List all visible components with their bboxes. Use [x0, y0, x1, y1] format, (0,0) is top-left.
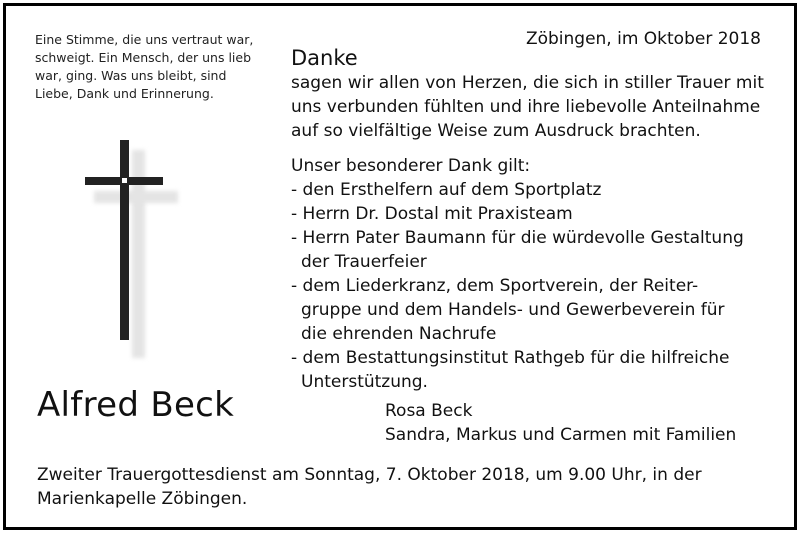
- intro-line: auf so vielfältige Weise zum Ausdruck brachten.: [291, 121, 701, 141]
- thanks-item-text: - Herrn Pater Baumann für die würdevolle Gestaltung: [291, 228, 744, 248]
- thanks-text: [291, 45, 771, 394]
- intro-line: sagen wir allen von Herzen, die sich in stiller Trauer mit: [291, 73, 764, 93]
- signature-line: Sandra, Markus und Carmen mit Familien: [385, 425, 737, 445]
- intro-line: uns verbunden fühlten und ihre liebevolle Anteilnahme: [291, 97, 761, 117]
- deceased-name: Alfred Beck: [37, 385, 235, 425]
- verse-line: war, ging. Was uns bleibt, sind: [35, 68, 227, 83]
- place-date: Zöbingen, im Oktober 2018: [525, 29, 761, 49]
- thanks-list-item: [291, 202, 771, 226]
- thanks-item-text: Unterstützung.: [301, 372, 428, 392]
- signatures: [385, 399, 736, 447]
- thanks-item-text: der Trauerfeier: [301, 252, 427, 272]
- thanks-item-text: - den Ersthelfern auf dem Sportplatz: [291, 180, 602, 200]
- cross-center: [122, 178, 127, 183]
- thanks-item-text: - dem Bestattungsinstitut Rathgeb für die hilfreiche: [291, 348, 730, 368]
- verse-line: Eine Stimme, die uns vertraut war,: [35, 32, 254, 47]
- service-line: Zweiter Trauergottesdienst am Sonntag, 7. Oktober 2018, um 9.00 Uhr, in der: [37, 465, 702, 485]
- special-thanks-heading: Unser besonderer Dank gilt:: [291, 156, 531, 176]
- cross-vertical-beam: [120, 140, 129, 340]
- service-notice: [37, 463, 777, 511]
- thanks-item-text: - Herrn Dr. Dostal mit Praxisteam: [291, 204, 573, 224]
- thanks-list-item: [291, 274, 771, 346]
- verse-line: Liebe, Dank und Erinnerung.: [35, 86, 214, 101]
- service-line: Marienkapelle Zöbingen.: [37, 489, 248, 509]
- verse-line: schweigt. Ein Mensch, der uns lieb: [35, 50, 252, 65]
- thanks-list-item: [291, 226, 771, 274]
- cross-shadow: [94, 191, 178, 203]
- signature-line: Rosa Beck: [385, 401, 473, 421]
- memorial-verse: [35, 31, 265, 103]
- thanks-list-item: [291, 346, 771, 394]
- thanks-item-text: gruppe und dem Handels- und Gewerbeverein für: [301, 300, 725, 320]
- thanks-item-text: - dem Liederkranz, dem Sportverein, der Reiter-: [291, 276, 699, 296]
- thanks-list-item: [291, 178, 771, 202]
- thanks-item-text: die ehrenden Nachrufe: [301, 324, 497, 344]
- thanks-title: Danke: [291, 46, 358, 70]
